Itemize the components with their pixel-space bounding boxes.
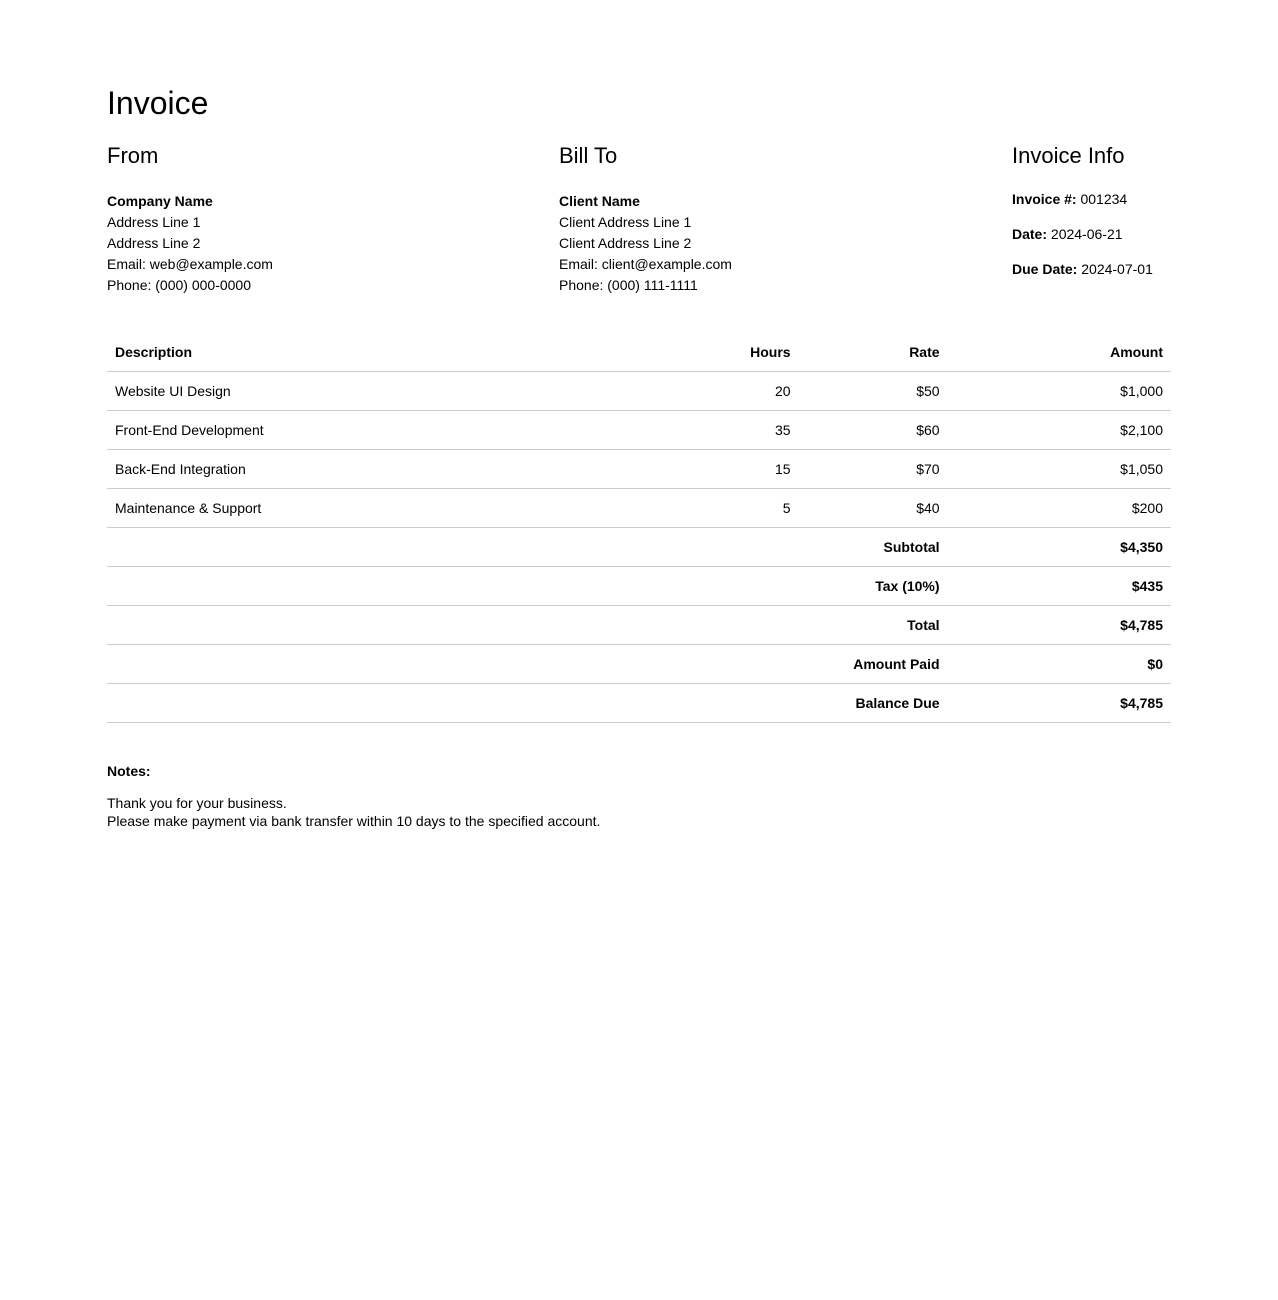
line-items-header [107,333,1171,372]
bill-to-address-line-1: Client Address Line 1 [559,214,692,230]
summary-row [107,645,1171,684]
summary-label: Balance Due [107,684,948,723]
summary-row [107,567,1171,606]
notes-heading: Notes: [107,763,151,779]
bill-to-email: Email: client@example.com [559,256,732,272]
header-amount: Amount [948,333,1171,372]
row-description: Back-End Integration [107,450,639,489]
table-row [107,411,1171,450]
bill-to-section [559,143,1012,296]
summary-row [107,684,1171,723]
line-items-table [107,333,1171,723]
header-columns [107,143,1171,296]
invoice-date-label: Date: [1012,226,1048,242]
invoice-number-label: Invoice #: [1012,191,1077,207]
row-amount: $2,100 [948,411,1171,450]
invoice-date-value: 2024-06-21 [1050,226,1123,242]
from-address-line-1: Address Line 1 [107,214,201,230]
line-items-body [107,372,1171,528]
bill-to-address-line-2: Client Address Line 2 [559,235,692,251]
row-rate: $70 [799,450,948,489]
invoice-due-date-value: 2024-07-01 [1081,261,1153,277]
summary-label: Total [107,606,948,645]
row-rate: $60 [799,411,948,450]
summary-value: $0 [948,645,1171,684]
header-description: Description [107,333,639,372]
summary-body [107,528,1171,723]
table-row [107,372,1171,411]
notes-line-1: Thank you for your business. [107,795,287,811]
row-hours: 35 [639,411,799,450]
from-address-block [107,191,559,296]
from-heading: From [107,143,159,168]
row-amount: $200 [948,489,1171,528]
summary-value: $4,785 [948,606,1171,645]
page-title: Invoice [107,85,209,121]
summary-row [107,606,1171,645]
bill-to-client-name: Client Name [559,193,640,209]
summary-row [107,528,1171,567]
summary-label: Subtotal [107,528,948,567]
summary-value: $4,785 [948,684,1171,723]
summary-label: Amount Paid [107,645,948,684]
table-row [107,489,1171,528]
invoice-due-date-line [1012,261,1171,277]
row-description: Website UI Design [107,372,639,411]
table-row [107,450,1171,489]
row-amount: $1,000 [948,372,1171,411]
summary-value: $4,350 [948,528,1171,567]
row-description: Maintenance & Support [107,489,639,528]
bill-to-address-block [559,191,1012,296]
row-hours: 15 [639,450,799,489]
notes-line-2: Please make payment via bank transfer within 10 days to the specified account. [107,812,601,829]
row-rate: $40 [799,489,948,528]
header-hours: Hours [639,333,799,372]
invoice-due-date-label: Due Date: [1012,261,1078,277]
summary-label: Tax (10%) [107,567,948,606]
invoice-info-heading: Invoice Info [1012,143,1125,168]
row-description: Front-End Development [107,411,639,450]
notes-section [107,763,1171,830]
invoice-number-value: 001234 [1080,191,1128,207]
invoice-date-line [1012,226,1171,242]
header-rate: Rate [799,333,948,372]
bill-to-phone: Phone: (000) 111-1111 [559,277,698,293]
bill-to-heading: Bill To [559,143,618,168]
invoice-info-section [1012,143,1171,296]
row-hours: 5 [639,489,799,528]
from-email: Email: web@example.com [107,256,273,272]
from-section [107,143,559,296]
row-hours: 20 [639,372,799,411]
row-rate: $50 [799,372,948,411]
summary-value: $435 [948,567,1171,606]
from-company-name: Company Name [107,193,213,209]
invoice-number-line [1012,191,1171,207]
from-address-line-2: Address Line 2 [107,235,201,251]
from-phone: Phone: (000) 000-0000 [107,277,251,293]
row-amount: $1,050 [948,450,1171,489]
header-row [107,333,1171,372]
